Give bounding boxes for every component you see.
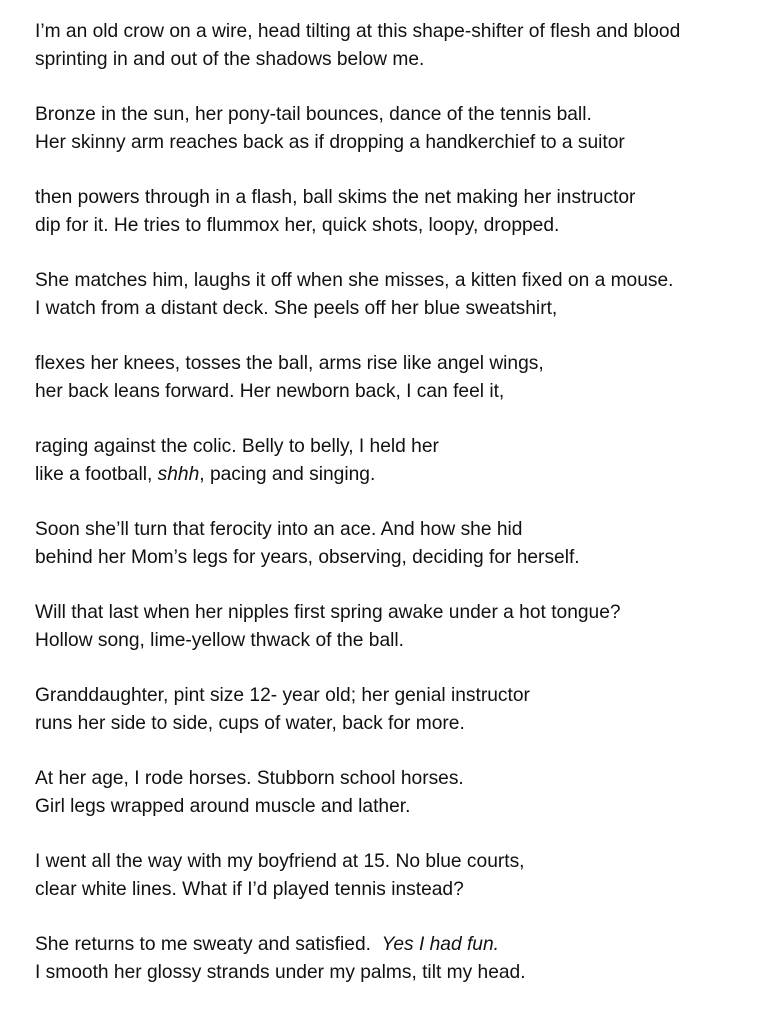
poem-line: Bronze in the sun, her pony-tail bounces, dance of the tennis ball. bbox=[35, 104, 592, 125]
line-text: , pacing and singing. bbox=[199, 464, 376, 485]
stanza-2 bbox=[35, 101, 765, 157]
poem-line: raging against the colic. Belly to belly, I held her bbox=[35, 436, 439, 457]
poem-line: dip for it. He tries to flummox her, quick shots, loopy, dropped. bbox=[35, 215, 560, 236]
poem-line: Hollow song, lime-yellow thwack of the ball. bbox=[35, 630, 404, 651]
stanza-1 bbox=[35, 18, 765, 74]
poem-line: Granddaughter, pint size 12- year old; her genial instructor bbox=[35, 685, 530, 706]
stanza-12 bbox=[35, 931, 765, 987]
poem-line: Soon she’ll turn that ferocity into an ace. And how she hid bbox=[35, 519, 523, 540]
poem-line: I’m an old crow on a wire, head tilting at this shape-shifter of flesh and blood bbox=[35, 21, 681, 42]
line-text: like a football, bbox=[35, 464, 158, 485]
poem-line: runs her side to side, cups of water, back for more. bbox=[35, 713, 465, 734]
poem-line: At her age, I rode horses. Stubborn school horses. bbox=[35, 768, 464, 789]
stanza-10 bbox=[35, 765, 765, 821]
poem-line: behind her Mom’s legs for years, observing, deciding for herself. bbox=[35, 547, 580, 568]
poem-line: Her skinny arm reaches back as if dropping a handkerchief to a suitor bbox=[35, 132, 625, 153]
stanza-6 bbox=[35, 433, 765, 489]
italic-phrase: Yes I had fun. bbox=[381, 934, 499, 955]
poem-line: then powers through in a flash, ball skims the net making her instructor bbox=[35, 187, 636, 208]
line-text: She returns to me sweaty and satisfied. bbox=[35, 934, 382, 955]
poem-line: Will that last when her nipples first spring awake under a hot tongue? bbox=[35, 602, 621, 623]
poem-line-with-italic bbox=[35, 461, 765, 489]
poem-line: I smooth her glossy strands under my palms, tilt my head. bbox=[35, 962, 526, 983]
poem-line: She matches him, laughs it off when she misses, a kitten fixed on a mouse. bbox=[35, 270, 674, 291]
poem-line-with-italic bbox=[35, 931, 765, 959]
poem-line: her back leans forward. Her newborn back, I can feel it, bbox=[35, 381, 505, 402]
poem-line: clear white lines. What if I’d played tennis instead? bbox=[35, 879, 464, 900]
poem-line: I went all the way with my boyfriend at 15. No blue courts, bbox=[35, 851, 525, 872]
italic-phrase: shhh bbox=[157, 464, 200, 485]
poem-line: Girl legs wrapped around muscle and lather. bbox=[35, 796, 411, 817]
stanza-9 bbox=[35, 682, 765, 738]
poem-body bbox=[35, 18, 765, 1014]
stanza-4 bbox=[35, 267, 765, 323]
stanza-11 bbox=[35, 848, 765, 904]
stanza-8 bbox=[35, 599, 765, 655]
stanza-3 bbox=[35, 184, 765, 240]
poem-line: flexes her knees, tosses the ball, arms rise like angel wings, bbox=[35, 353, 544, 374]
stanza-7 bbox=[35, 516, 765, 572]
stanza-5 bbox=[35, 350, 765, 406]
poem-line: sprinting in and out of the shadows below me. bbox=[35, 49, 425, 70]
poem-line: I watch from a distant deck. She peels off her blue sweatshirt, bbox=[35, 298, 558, 319]
